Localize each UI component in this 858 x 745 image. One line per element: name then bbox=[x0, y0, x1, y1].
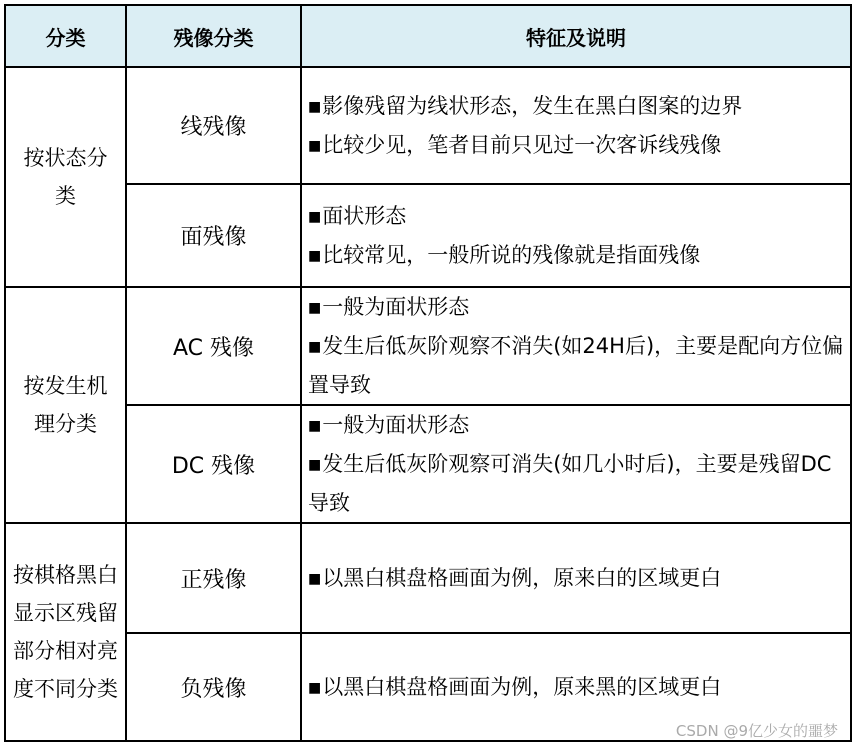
category-cell bbox=[5, 287, 126, 523]
bullet-icon: ■ bbox=[308, 247, 322, 264]
desc-line: ■一般为面状形态 bbox=[308, 295, 470, 319]
desc-cell bbox=[301, 67, 851, 184]
type-cell: 线残像 bbox=[126, 67, 301, 184]
desc-line: ■发生后低灰阶观察可消失(如几小时后)，主要是残留DC导致 bbox=[308, 452, 832, 515]
desc-line: ■比较常见，一般所说的残像就是指面残像 bbox=[308, 242, 701, 267]
header-category: 分类 bbox=[5, 5, 126, 67]
category-label: 按棋格黑白显示区残留部分相对亮度不同分类 bbox=[13, 563, 118, 701]
table-row bbox=[5, 184, 851, 287]
category-cell bbox=[5, 67, 126, 287]
bullet-icon: ■ bbox=[308, 418, 322, 434]
desc-cell bbox=[301, 184, 851, 287]
desc-line: ■比较少见，笔者目前只见过一次客诉线残像 bbox=[308, 132, 722, 157]
desc-line: ■以黑白棋盘格画面为例，原来白的区域更白 bbox=[308, 565, 722, 590]
desc-line: ■以黑白棋盘格画面为例，原来黑的区域更白 bbox=[308, 674, 722, 699]
type-cell: AC 残像 bbox=[126, 287, 301, 405]
header-type: 残像分类 bbox=[126, 5, 301, 67]
desc-line: ■发生后低灰阶观察不消失(如24H后)，主要是配向方位偏置导致 bbox=[308, 334, 844, 397]
desc-cell bbox=[301, 523, 851, 633]
type-cell: 面残像 bbox=[126, 184, 301, 287]
bullet-icon: ■ bbox=[308, 300, 322, 316]
table-row bbox=[5, 287, 851, 405]
category-cell bbox=[5, 523, 126, 741]
header-row bbox=[5, 5, 851, 67]
table-row bbox=[5, 67, 851, 184]
desc-line: ■面状形态 bbox=[308, 203, 407, 228]
type-cell: 正残像 bbox=[126, 523, 301, 633]
watermark: CSDN @9亿少女的噩梦 bbox=[675, 722, 838, 740]
category-label: 按发生机理分类 bbox=[23, 374, 108, 436]
bullet-icon: ■ bbox=[308, 208, 322, 225]
desc-cell bbox=[301, 287, 851, 405]
bullet-icon: ■ bbox=[308, 339, 322, 355]
residual-image-table bbox=[4, 4, 852, 742]
type-cell: 负残像 bbox=[126, 633, 301, 741]
bullet-icon: ■ bbox=[308, 137, 322, 154]
category-label: 按状态分类 bbox=[23, 146, 108, 208]
bullet-icon: ■ bbox=[308, 457, 322, 473]
desc-line: ■一般为面状形态 bbox=[308, 413, 470, 437]
bullet-icon: ■ bbox=[308, 570, 322, 587]
table-row bbox=[5, 523, 851, 633]
desc-cell bbox=[301, 405, 851, 523]
desc-line: ■影像残留为线状形态，发生在黑白图案的边界 bbox=[308, 93, 743, 118]
type-cell: DC 残像 bbox=[126, 405, 301, 523]
table-row bbox=[5, 405, 851, 523]
header-desc: 特征及说明 bbox=[301, 5, 851, 67]
bullet-icon: ■ bbox=[308, 98, 322, 115]
bullet-icon: ■ bbox=[308, 679, 322, 696]
